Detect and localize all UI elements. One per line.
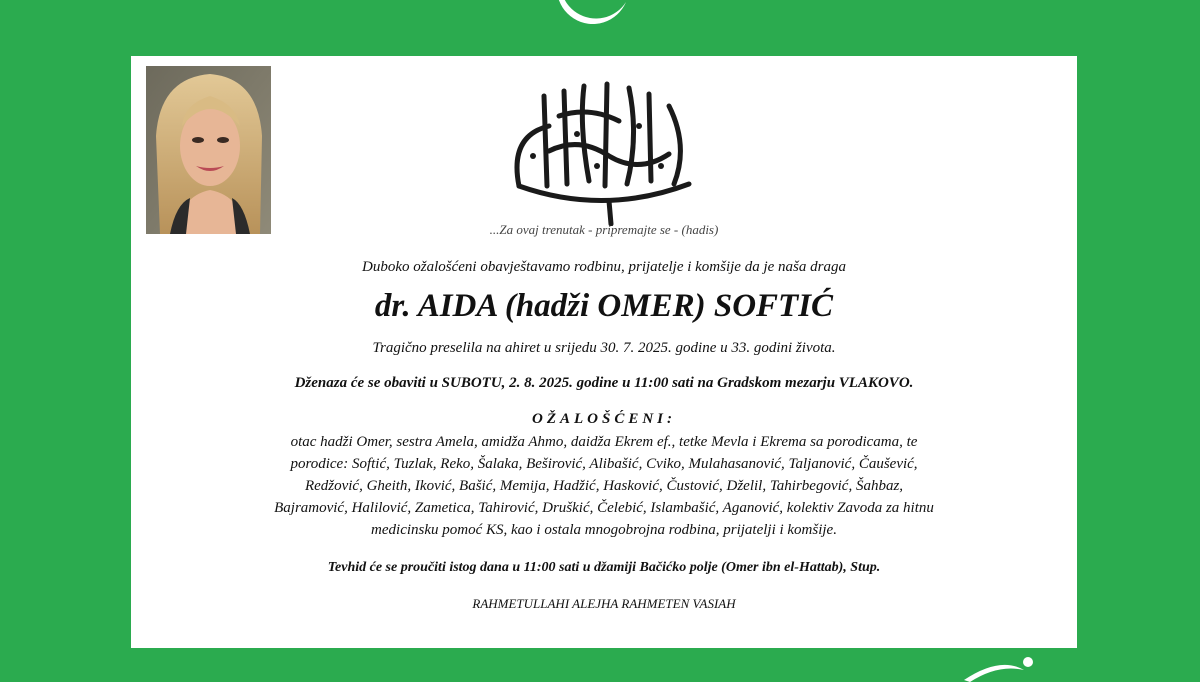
closing-prayer: RAHMETULLAHI ALEJHA RAHMETEN VASIAH	[472, 596, 736, 611]
tevhid-text: Tevhid će se proučiti istog dana u 11:00 sati u džamiji Bačićko polje (Omer ibn el-Hattab), Stup.	[327, 560, 881, 575]
obituary-card	[131, 56, 1077, 648]
hadith-quote: ...Za ovaj trenutak - pripremajte se - (hadis)	[489, 222, 719, 237]
intro-text: Duboko ožalošćeni obavještavamo rodbinu, prijatelje i komšije da je naša draga	[362, 259, 846, 275]
mourners-heading: OŽALOŠĆENI:	[531, 411, 676, 427]
deceased-name: dr. AIDA (hadži OMER) SOFTIĆ	[374, 288, 834, 324]
crescent-star-icon	[960, 652, 1040, 682]
calligraphy-emblem	[489, 66, 719, 226]
mourners-list	[131, 431, 1077, 541]
mourners-line: porodice: Softić, Tuzlak, Reko, Šalaka, Beširović, Alibašić, Cviko, Mulahasanović, Taljanović, Čaušević,	[290, 456, 918, 472]
mourners-line: Redžović, Gheith, Iković, Bašić, Memija, Hadžić, Hasković, Čustović, Dželil, Tahirbegović, Šahbaz,	[304, 478, 904, 494]
mourners-line: Bajramović, Halilović, Zametica, Tahirović, Druškić, Čelebić, Islambašić, Aganović, kolektiv Zavoda za hitnu	[274, 500, 934, 516]
funeral-text: Dženaza će se obaviti u SUBOTU, 2. 8. 2025. godine u 11:00 sati na Gradskom mezarju VLAKOVO.	[294, 375, 914, 391]
mourners-line: otac hadži Omer, sestra Amela, amidža Ahmo, daidža Ekrem ef., tetke Mevla i Ekrema sa porodicama, te	[290, 434, 918, 450]
passing-text: Tragično preselila na ahiret u srijedu 30. 7. 2025. godine u 33. godini života.	[372, 340, 836, 356]
crescent-star-icon	[548, 0, 648, 42]
mourners-line: medicinsku pomoć KS, kao i ostala mnogobrojna rodbina, prijatelji i komšije.	[371, 522, 837, 538]
portrait-photo	[146, 66, 271, 234]
